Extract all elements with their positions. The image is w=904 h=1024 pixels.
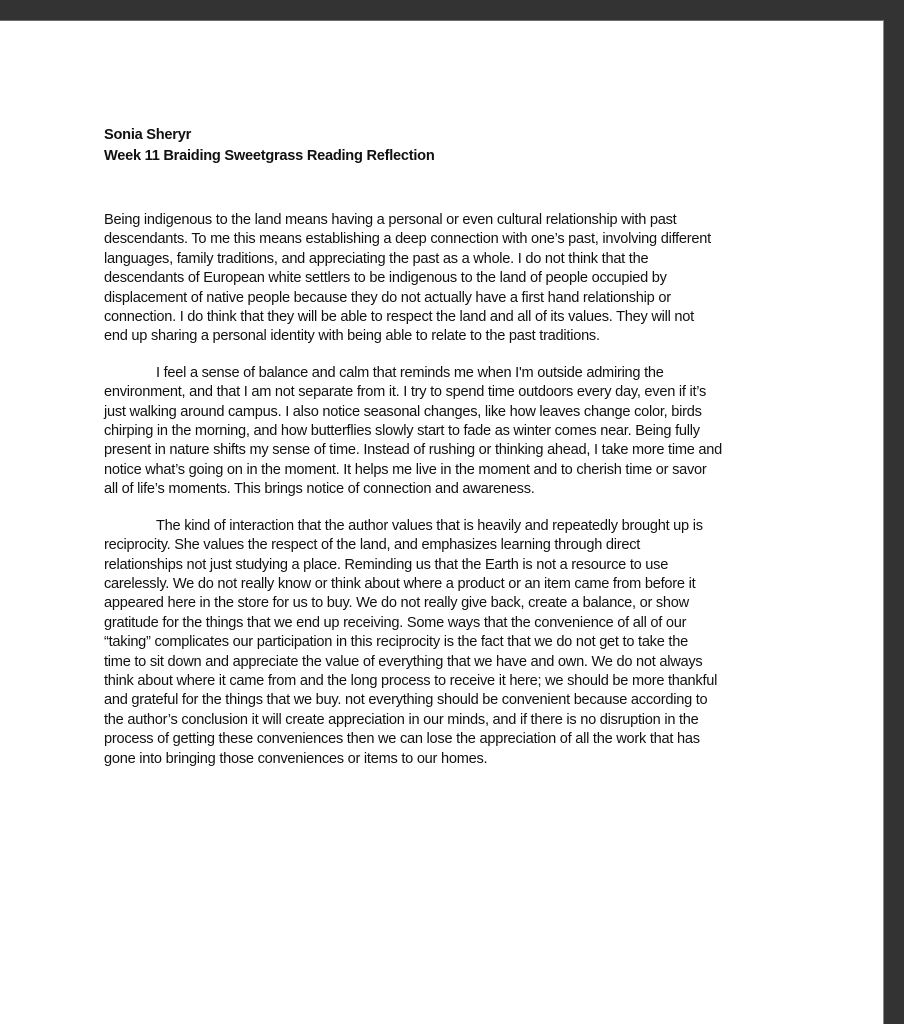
paragraph-line: gratitude for the things that we end up receiving. Some ways that the convenience of all of our [104,614,687,631]
paragraph-line: “taking” complicates our participation in this reciprocity is the fact that we do not get to take the [104,634,688,651]
paragraph-line: displacement of native people because they do not actually have a first hand relationship or [104,289,671,306]
paragraph-line: connection. I do think that they will be able to respect the land and all of its values. They will not [104,309,694,326]
body-paragraph [104,364,794,500]
paragraph-line: present in nature shifts my sense of time. Instead of rushing or thinking ahead, I take more time and [104,442,723,459]
paragraph-line: chirping in the morning, and how butterflies slowly start to fade as winter comes near. Being fully [104,423,700,440]
paragraph-line: environment, and that I am not separate from it. I try to spend time outdoors every day, even if it’s [104,384,707,401]
paragraph-line: Being indigenous to the land means having a personal or even cultural relationship with past [104,212,677,228]
paragraph-line: all of life’s moments. This brings notice of connection and awareness. [104,481,535,498]
paragraph-line: gone into bringing those conveniences or items to our homes. [104,750,488,767]
paragraph-line: process of getting these conveniences then we can lose the appreciation of all the work that has [104,731,700,748]
paragraph-line: end up sharing a personal identity with being able to relate to the past traditions. [104,328,600,345]
document-header [104,125,794,167]
paragraph-line: descendants. To me this means establishing a deep connection with one’s past, involving different [104,231,711,248]
document-title: Week 11 Braiding Sweetgrass Reading Reflection [104,148,435,164]
paragraph-line: I feel a sense of balance and calm that reminds me when I'm outside admiring the [156,364,664,381]
body-paragraph [104,211,794,347]
paragraph-line: appeared here in the store for us to buy. We do not really give back, create a balance, or show [104,595,689,612]
paragraph-line: carelessly. We do not really know or think about where a product or an item came from before it [104,575,696,592]
document-content [104,125,794,786]
paragraph-line: descendants of European white settlers to be indigenous to the land of people occupied by [104,270,667,287]
paragraph-line: languages, family traditions, and appreciating the past as a whole. I do not think that the [104,250,649,267]
document-page [0,20,884,1024]
author-name: Sonia Sheryr [104,127,192,143]
paragraph-line: reciprocity. She values the respect of the land, and emphasizes learning through direct [104,537,641,554]
paragraph-line: the author’s conclusion it will create appreciation in our minds, and if there is no disruption in the [104,711,699,728]
paragraph-line: notice what’s going on in the moment. It helps me live in the moment and to cherish time or savor [104,461,707,478]
body-paragraph [104,517,794,769]
paragraph-line: and grateful for the things that we buy. not everything should be convenient because according to [104,692,708,709]
paragraph-line: The kind of interaction that the author values that is heavily and repeatedly brought up is [156,517,703,534]
paragraph-line: think about where it came from and the long process to receive it here; we should be more thankful [104,672,718,689]
paragraph-line: time to sit down and appreciate the value of everything that we have and own. We do not always [104,653,703,670]
document-body [104,211,794,769]
paragraph-line: relationships not just studying a place. Reminding us that the Earth is not a resource to use [104,556,669,573]
paragraph-line: just walking around campus. I also notice seasonal changes, like how leaves change color, birds [104,403,702,420]
